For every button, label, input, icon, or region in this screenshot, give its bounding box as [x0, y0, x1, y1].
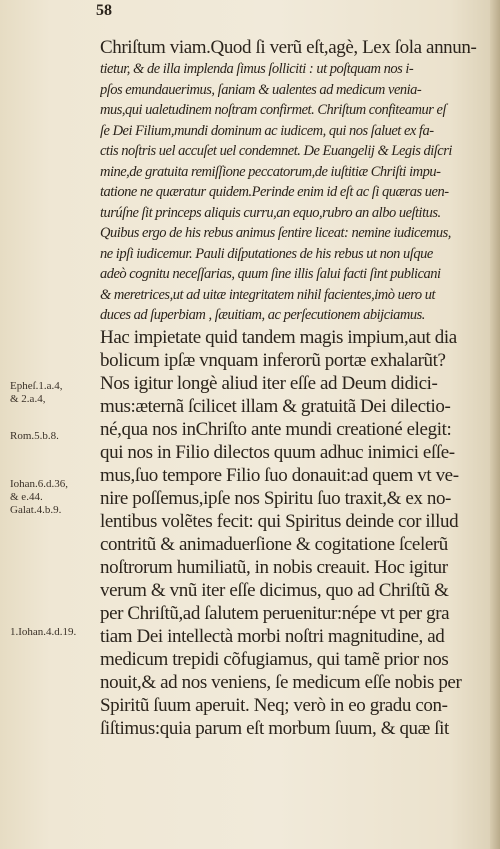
text-line: & meretrices,ut ad uitæ integritatem nihil facientes,imò uero ut — [100, 286, 436, 303]
margin-note-text: Epheſ.1.a.4, & 2.a.4, — [10, 380, 63, 405]
margin-note-text: Iohan.6.d.36, & e.44. Galat.4.b.9. — [10, 478, 69, 516]
text-line: mine,de gratuita remiſſione peccatorum,de iuſtitiæ Chriſti impu- — [100, 163, 441, 180]
text-line: pſos emundauerimus, ſaniam & ualentes ad medicum venia- — [100, 81, 422, 98]
text-line: Spiritũ ſuum aperuit. Neq; verò in eo gradu con- — [100, 694, 448, 716]
margin-note-1-john — [10, 626, 94, 639]
text-line: Hac impietate quid tandem magis impium,aut dia — [100, 326, 457, 348]
text-line: ſe Dei Filium,mundi dominum ac iudicem, qui nos ſaluet ex fa- — [100, 122, 434, 139]
text-line: adeò cognitu neceſſarias, quum ſine illis ſalui facti ſint publicani — [100, 266, 441, 282]
text-line: medicum trepidi cõfugiamus, qui tamẽ prior nos — [100, 648, 449, 670]
text-line: bolicum ipſæ vnquam inferorũ portæ exhalarũt? — [100, 349, 446, 371]
text-line: tiam Dei intellectà morbi noſtri magnitudine, ad — [100, 625, 445, 647]
text-line: ſiſtimus:quia parum eſt morbum ſuum, & quæ ſit — [100, 717, 449, 739]
margin-note-romans — [10, 430, 94, 443]
text-line: mus,ſuo tempore Filio ſuo donauit:ad quem vt ve- — [100, 464, 459, 486]
text-line: noſtrorum humiliatũ, in nobis creauit. Hoc igitur — [100, 556, 448, 578]
text-line: ctis noſtris uel accuſet uel condemnet. De Euangelij & Legis diſcri — [100, 143, 452, 159]
margin-note-ephesians — [10, 380, 94, 406]
text-line: duces ad ſuperbiam , ſæuitiam, ac perſecutionem abijciamus. — [100, 307, 425, 323]
text-line: Chriſtum viam.Quod ſi verũ eſt,agè, Lex ſola annun- — [100, 37, 477, 58]
text-line: turúſne ſit princeps aliquis curru,an equo,rubro an albo ueſtitus. — [100, 204, 441, 221]
text-line: Nos igitur longè aliud iter eſſe ad Deum didici- — [100, 372, 438, 394]
text-line: nire poſſemus,ipſe nos Spiritu ſuo traxit,& ex no- — [100, 487, 451, 509]
main-text-block — [100, 36, 492, 740]
margin-note-text: Rom.5.b.8. — [10, 430, 59, 442]
text-line: verum & vnũ iter eſſe dicimus, quo ad Chriſtũ & — [100, 579, 449, 601]
margin-note-john-galatians — [10, 478, 94, 517]
text-line: mus:æternã ſcilicet illam & gratuitã Dei dilectio- — [100, 395, 451, 417]
text-line: lentibus volẽtes fecit: qui Spiritus deinde cor illud — [100, 510, 459, 532]
text-line: tatione ne quæratur quidem.Perinde enim id eſt ac ſi quæras uen- — [100, 184, 449, 200]
margin-note-text: 1.Iohan.4.d.19. — [10, 626, 77, 638]
text-line: tietur, & de illa implenda ſimus ſolliciti : ut poſtquam nos i- — [100, 61, 414, 77]
text-line: ne ipſi iudicemur. Pauli diſputationes de his rebus ut non uſque — [100, 245, 433, 262]
text-line: nouit,& ad nos veniens, ſe medicum eſſe nobis per — [100, 671, 462, 693]
text-line: mus,qui ualetudinem noſtram confirmet. Chriſtum confiteamur eſ — [100, 102, 446, 118]
text-line: Quibus ergo de his rebus animus ſentire liceat: nemine iudicemus, — [100, 225, 451, 241]
text-line: per Chriſtũ,ad ſalutem peruenitur:népe vt per gra — [100, 602, 450, 624]
text-line: qui nos in Filio dilectos quum adhuc inimici eſſe- — [100, 441, 455, 463]
page-number: 58 — [96, 2, 112, 19]
text-line: contritũ & animaduerſione & cogitatione ſcelerũ — [100, 533, 448, 555]
text-line: né,qua nos inChriſto ante mundi creationé elegit: — [100, 418, 452, 440]
